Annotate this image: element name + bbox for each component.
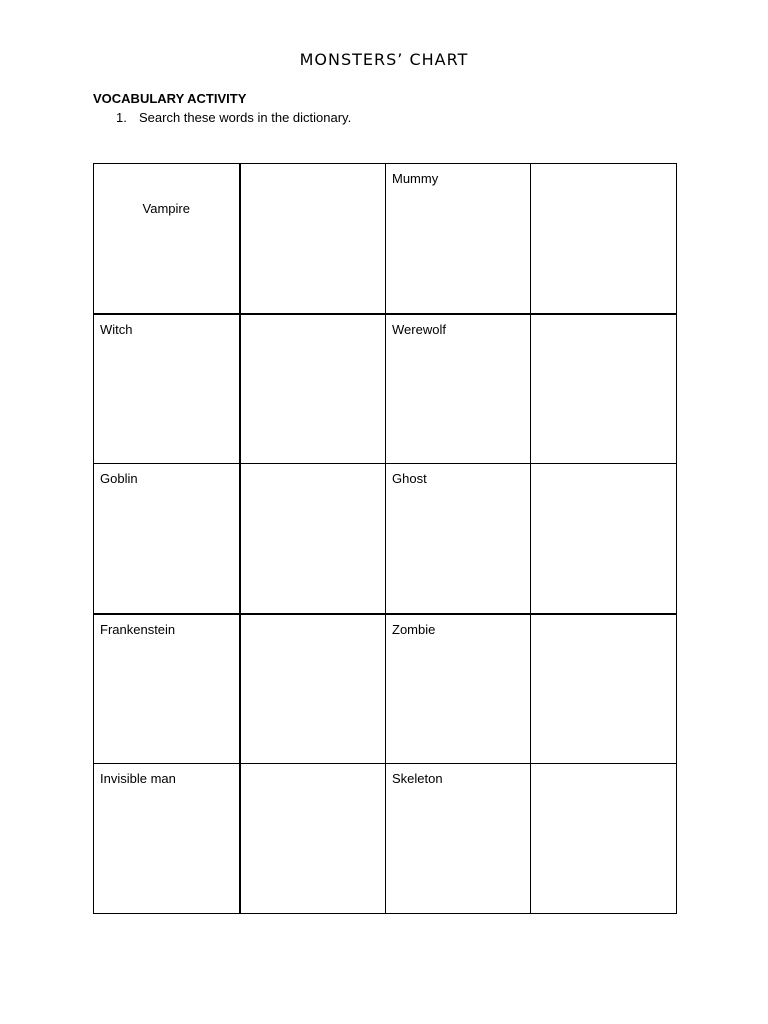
monsters-chart-table: [93, 163, 677, 914]
definition-cell[interactable]: [240, 614, 386, 764]
table-row: [94, 464, 677, 614]
word-cell: [386, 164, 531, 314]
definition-cell[interactable]: [531, 614, 677, 764]
table-row: [94, 614, 677, 764]
section-heading: VOCABULARY ACTIVITY: [93, 91, 247, 106]
word-cell: [386, 314, 531, 464]
instruction-text: Search these words in the dictionary.: [139, 110, 352, 125]
instruction-number: 1.: [116, 110, 127, 125]
word-label: Zombie: [392, 621, 436, 637]
definition-cell[interactable]: [531, 764, 677, 914]
word-label: Mummy: [392, 171, 439, 186]
word-cell: [386, 764, 531, 914]
definition-cell[interactable]: [531, 314, 677, 464]
instruction-item: [116, 110, 351, 125]
word-cell: [94, 464, 240, 614]
word-cell: [94, 614, 240, 764]
word-label: Vampire: [142, 201, 190, 216]
definition-cell[interactable]: [240, 164, 386, 314]
definition-cell[interactable]: [240, 764, 386, 914]
definition-cell[interactable]: [531, 164, 677, 314]
word-label: Werewolf: [392, 321, 446, 337]
definition-cell[interactable]: [240, 464, 386, 614]
word-label: Witch: [100, 321, 133, 337]
table-row: [94, 764, 677, 914]
word-cell: [386, 464, 531, 614]
word-label: Skeleton: [392, 771, 443, 786]
table-row: [94, 314, 677, 464]
page-title: MONSTERS’ CHART: [299, 50, 469, 69]
word-label: Goblin: [100, 471, 138, 486]
word-cell: [94, 764, 240, 914]
definition-cell[interactable]: [531, 464, 677, 614]
word-label: Frankenstein: [100, 621, 176, 637]
word-cell: [386, 614, 531, 764]
definition-cell[interactable]: [240, 314, 386, 464]
table-row: [94, 164, 677, 314]
word-cell: [94, 314, 240, 464]
word-label: Ghost: [392, 471, 427, 486]
word-label: Invisible man: [100, 771, 176, 786]
word-cell: [94, 164, 240, 314]
